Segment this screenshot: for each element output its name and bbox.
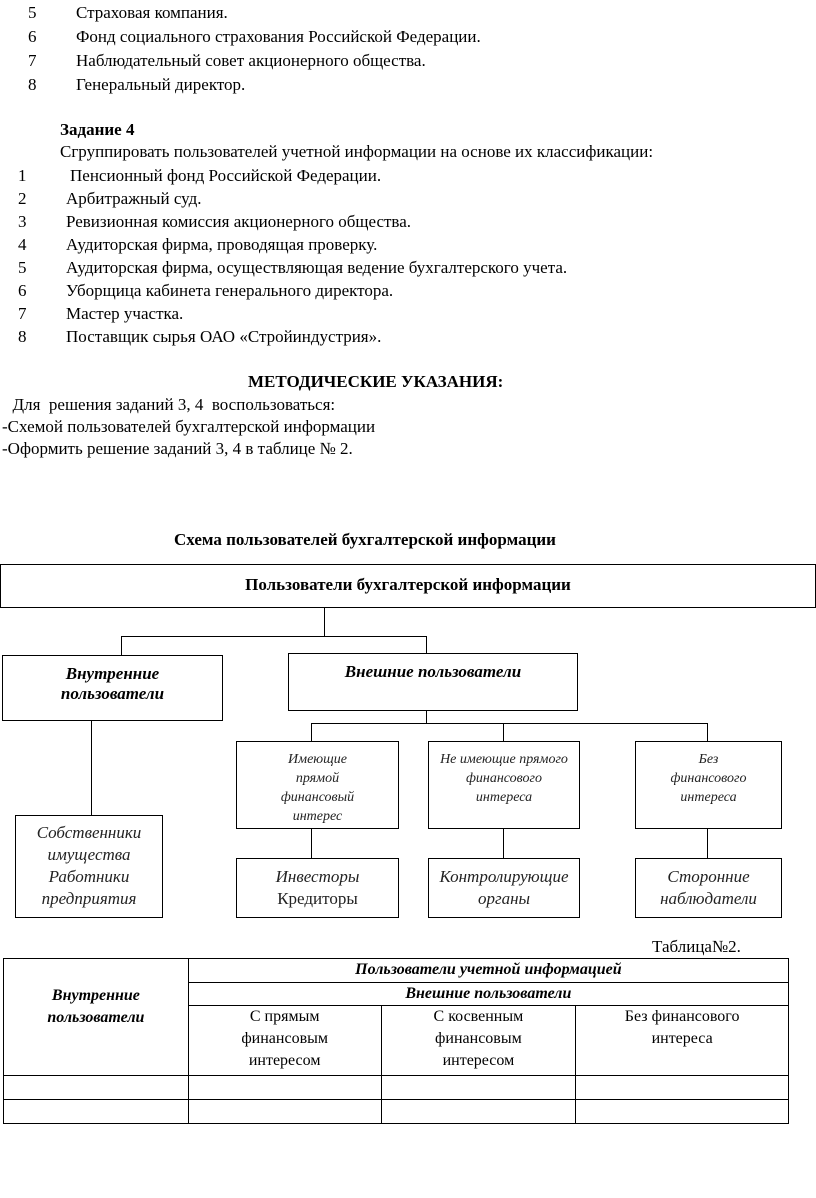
scheme-title: Схема пользователей бухгалтерской информации [174, 530, 556, 549]
list-number: 4 [18, 235, 27, 254]
connector [503, 723, 504, 741]
box-line: интереса [475, 790, 533, 805]
table-cell-empty[interactable] [381, 1076, 576, 1100]
cell-line: интереса [651, 1030, 713, 1047]
connector [707, 723, 708, 741]
cell-line: Внутренние [51, 987, 140, 1004]
owners-workers-box [15, 815, 163, 918]
connector [121, 636, 122, 655]
list-number: 5 [18, 258, 27, 277]
internal-users-label: пользователи [60, 684, 165, 703]
cell-line: финансовым [241, 1030, 328, 1047]
method-line: Для решения заданий 3, 4 воспользоваться: [4, 395, 336, 414]
external-users-label: Внешние пользователи [344, 662, 522, 681]
box-line: Собственники [36, 823, 142, 842]
box-line: Контролирующие [439, 867, 569, 886]
table-cell-empty[interactable] [188, 1076, 381, 1100]
method-line: -Схемой пользователей бухгалтерской информации [2, 417, 376, 436]
list-item: Арбитражный суд. [66, 189, 202, 208]
no-interest-box [635, 741, 782, 829]
list-item: Страховая компания. [76, 3, 228, 22]
connector [91, 721, 92, 815]
list-number: 3 [18, 212, 27, 231]
cell-line: интересом [248, 1052, 321, 1069]
direct-interest-box [236, 741, 399, 829]
box-line: финансовый [280, 790, 355, 805]
method-title: МЕТОДИЧЕСКИЕ УКАЗАНИЯ: [248, 372, 504, 391]
box-line: прямой [295, 771, 340, 786]
table-cell-empty[interactable] [4, 1076, 189, 1100]
investors-box [236, 858, 399, 918]
table-cell-empty[interactable] [381, 1100, 576, 1124]
table-cell-empty[interactable] [576, 1076, 789, 1100]
scheme-root-box [0, 564, 816, 608]
table-cell-empty[interactable] [4, 1100, 189, 1124]
external-users-box [288, 653, 578, 711]
box-line: наблюдатели [660, 889, 757, 908]
box-line: финансового [465, 771, 543, 786]
task4-title: Задание 4 [60, 120, 135, 139]
table-col-none [576, 1006, 789, 1076]
indirect-interest-box [428, 741, 580, 829]
list-item: Мастер участка. [66, 304, 184, 323]
list-item: Уборщица кабинета генерального директора. [66, 281, 394, 300]
list-number: 8 [28, 75, 37, 94]
list-number: 5 [28, 3, 37, 22]
connector [324, 608, 325, 636]
table-2 [3, 958, 789, 1124]
table-col-indirect [381, 1006, 576, 1076]
list-item: Аудиторская фирма, проводящая проверку. [66, 235, 378, 254]
box-line: Без [698, 752, 719, 767]
connector [311, 829, 312, 858]
cell-text: Пользователи учетной информацией [355, 961, 622, 978]
list-item: Фонд социального страхования Российской Федерации. [76, 27, 481, 46]
internal-users-label: Внутренние [65, 664, 160, 683]
list-number: 6 [18, 281, 27, 300]
box-line: органы [477, 889, 531, 908]
connector [311, 723, 708, 724]
list-item: Поставщик сырья ОАО «Стройиндустрия». [66, 327, 382, 346]
box-line: Имеющие [288, 752, 347, 767]
task4-intro: Сгруппировать пользователей учетной информации на основе их классификации: [60, 142, 654, 161]
cell-line: пользователи [47, 1009, 145, 1026]
table-cell-empty[interactable] [576, 1100, 789, 1124]
box-line: Сторонние [667, 867, 750, 886]
cell-line: интересом [442, 1052, 515, 1069]
cell-line: Без финансового [624, 1008, 740, 1025]
connector [503, 829, 504, 858]
scheme-root-label: Пользователи бухгалтерской информации [245, 575, 571, 594]
box-line: интерес [292, 809, 343, 824]
list-item: Генеральный директор. [76, 75, 246, 94]
internal-users-box [2, 655, 223, 721]
box-line: Не имеющие прямого [440, 752, 568, 767]
table-top-header [188, 959, 788, 983]
control-bodies-box [428, 858, 580, 918]
list-item: Ревизионная комиссия акционерного общества. [66, 212, 412, 231]
connector [311, 723, 312, 741]
list-number: 7 [18, 304, 27, 323]
connector [707, 829, 708, 858]
box-line: предприятия [41, 889, 137, 908]
observers-box [635, 858, 782, 918]
box-line: финансового [670, 771, 747, 786]
table-caption: Таблица№2. [652, 937, 741, 956]
cell-line: С прямым [249, 1008, 320, 1025]
list-item: Пенсионный фонд Российской Федерации. [70, 166, 382, 185]
cell-text: Внешние пользователи [405, 985, 572, 1002]
list-number: 7 [28, 51, 37, 70]
method-line: -Оформить решение заданий 3, 4 в таблице № 2. [2, 439, 353, 458]
box-line: имущества [47, 845, 131, 864]
connector [121, 636, 427, 637]
box-line: Кредиторы [277, 889, 358, 908]
cell-line: финансовым [435, 1030, 522, 1047]
list-number: 2 [18, 189, 27, 208]
list-number: 8 [18, 327, 27, 346]
table-cell-empty[interactable] [188, 1100, 381, 1124]
list-number: 1 [18, 166, 27, 185]
box-line: Инвесторы [275, 867, 360, 886]
box-line: Работники [48, 867, 130, 886]
table-internal-header [4, 959, 189, 1076]
table-external-header [188, 983, 788, 1006]
list-item: Наблюдательный совет акционерного общества. [76, 51, 426, 70]
cell-line: С косвенным [433, 1008, 524, 1025]
connector [426, 711, 427, 723]
connector [426, 636, 427, 653]
box-line: интереса [680, 790, 737, 805]
list-number: 6 [28, 27, 37, 46]
table-col-direct [188, 1006, 381, 1076]
list-item: Аудиторская фирма, осуществляющая ведение бухгалтерского учета. [66, 258, 568, 277]
